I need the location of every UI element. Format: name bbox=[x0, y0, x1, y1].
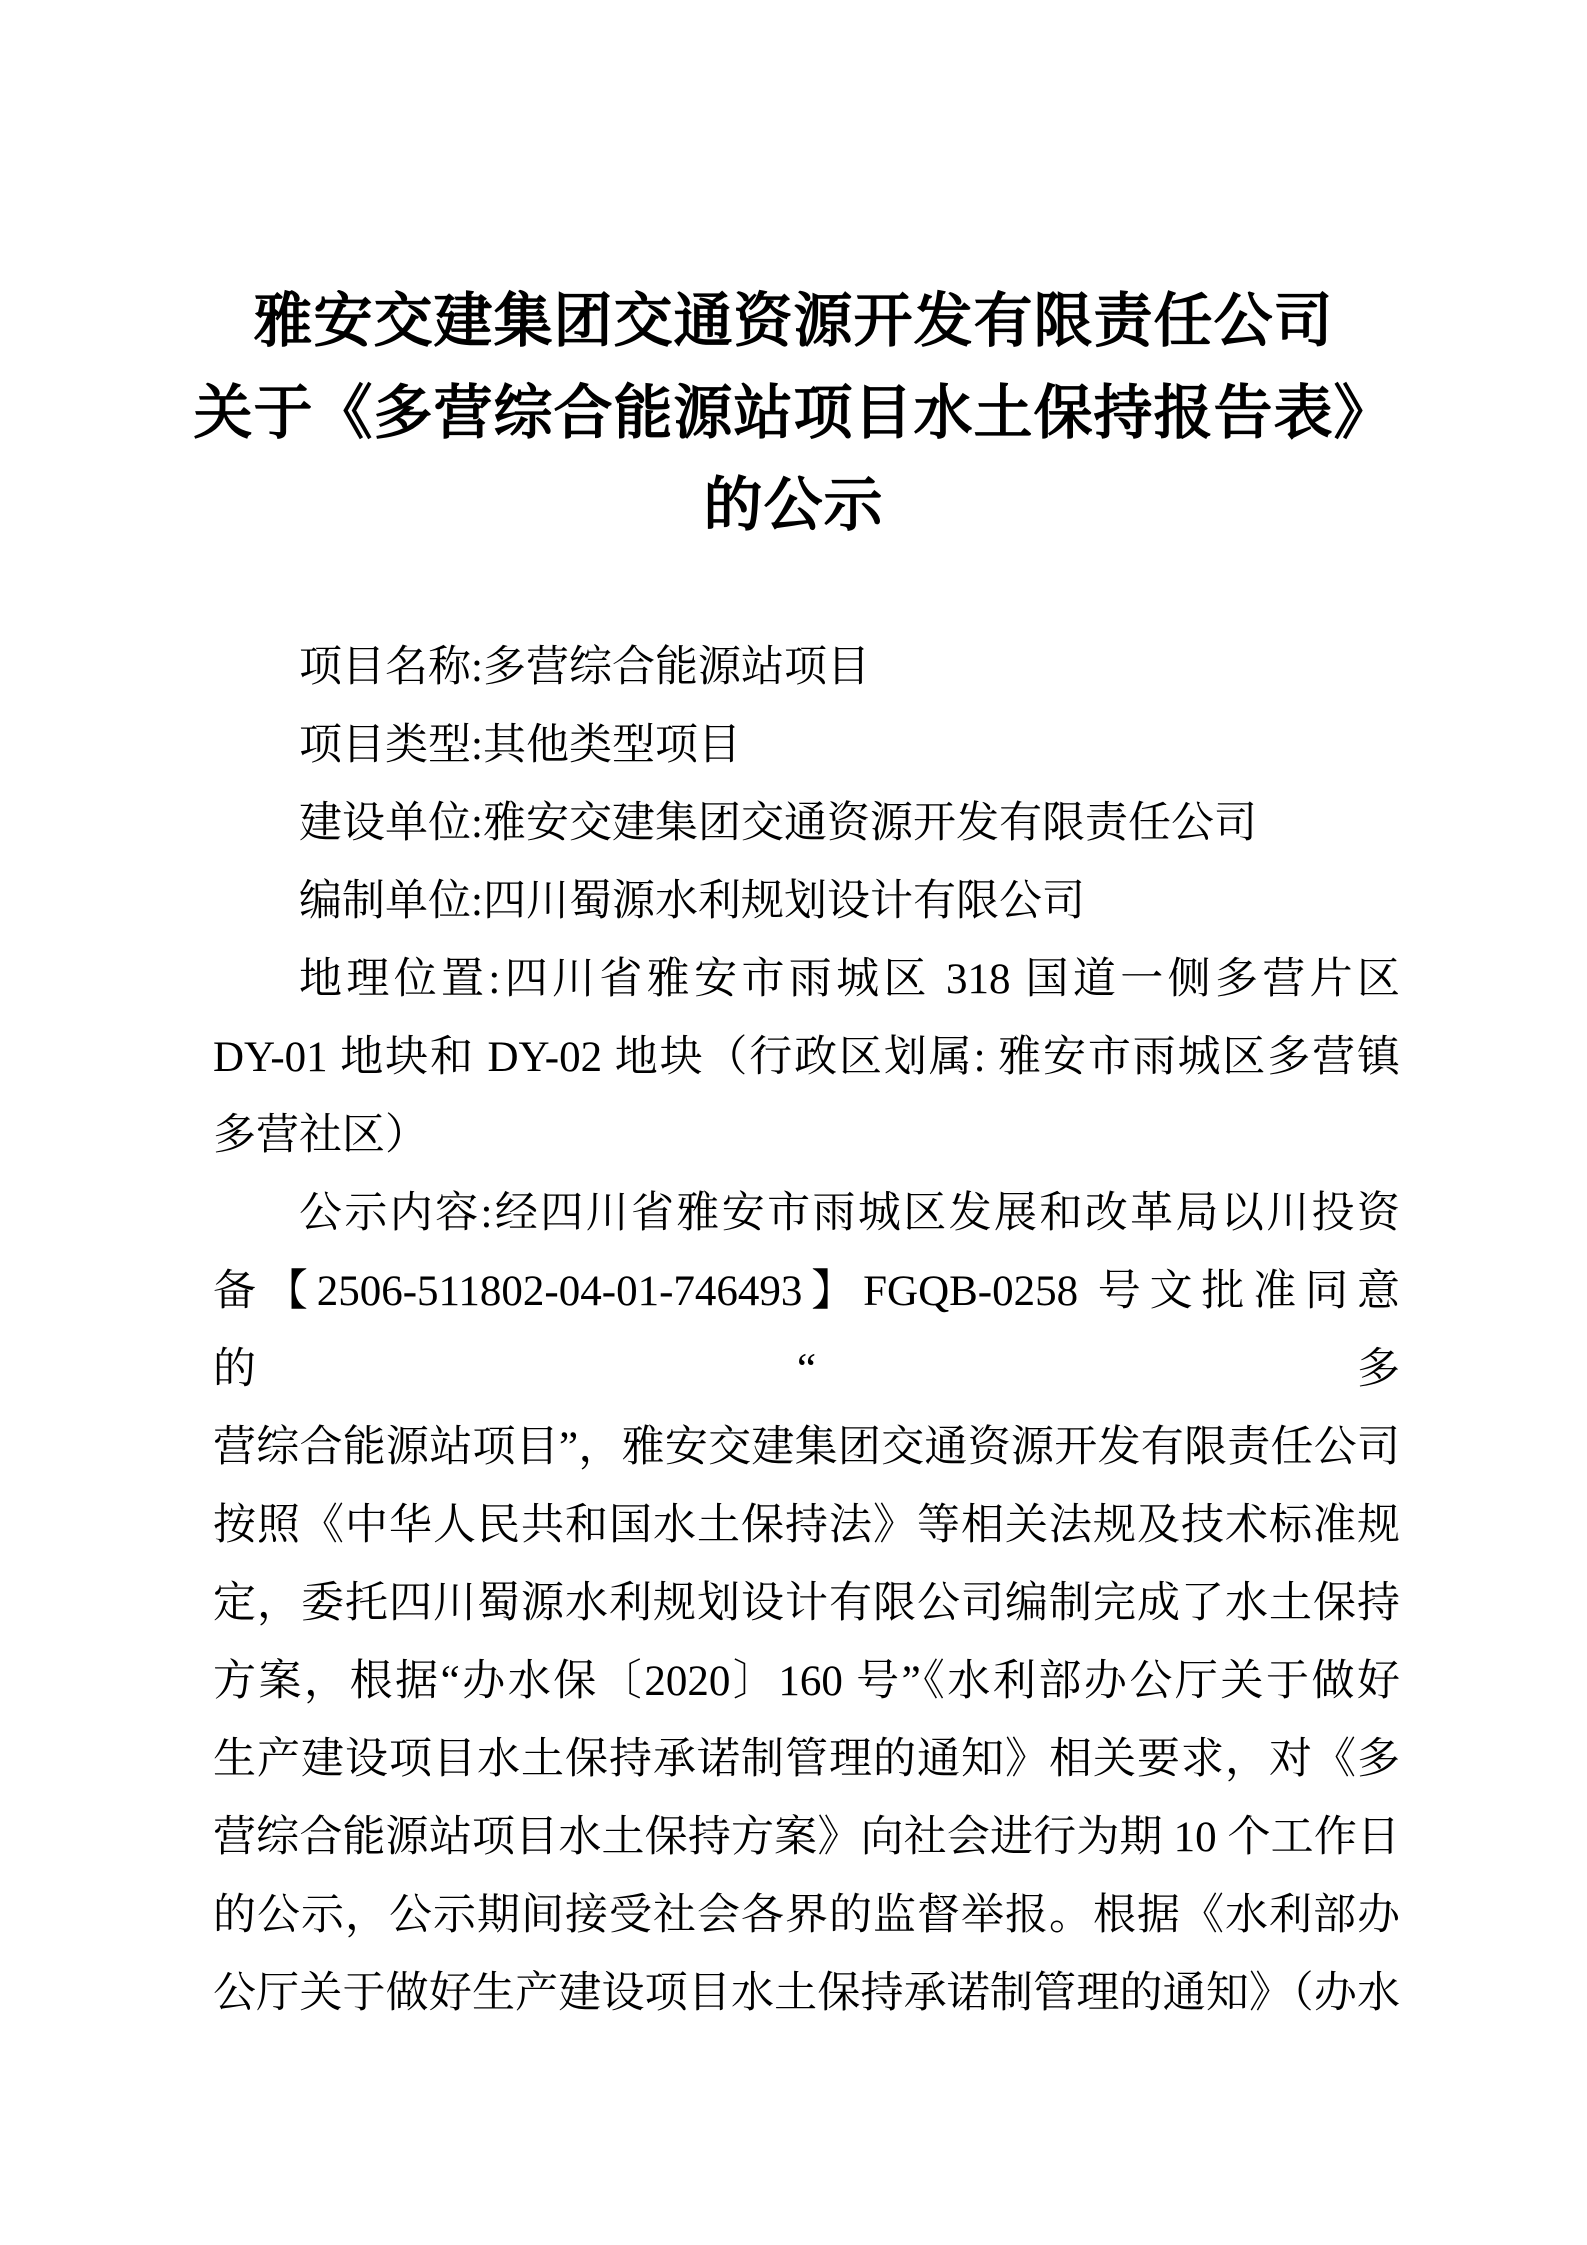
body-line-construction-unit: 建设单位:雅安交建集团交通资源开发有限责任公司 bbox=[299, 800, 1257, 847]
body-line-notice-6: 方案，根据“办水保〔2020〕160 号”《水利部办公厅关于做好 bbox=[213, 1658, 1400, 1705]
body-line-notice-10: 公厅关于做好生产建设项目水土保持承诺制管理的通知》（办水 bbox=[213, 1970, 1400, 2017]
body-line-location-3: 多营社区） bbox=[213, 1112, 428, 1159]
document-title bbox=[0, 0, 1587, 551]
document-body bbox=[0, 629, 1587, 2033]
body-line-notice-5: 定，委托四川蜀源水利规划设计有限公司编制完成了水土保持 bbox=[213, 1580, 1400, 1627]
body-line-notice-1: 公示内容:经四川省雅安市雨城区发展和改革局以川投资 bbox=[299, 1190, 1400, 1237]
title-line-1: 雅安交建集团交通资源开发有限责任公司 bbox=[253, 288, 1334, 354]
body-line-notice-8: 营综合能源站项目水土保持方案》向社会进行为期 10 个工作日 bbox=[213, 1814, 1400, 1861]
title-line-3: 的公示 bbox=[703, 472, 884, 538]
body-line-notice-7: 生产建设项目水土保持承诺制管理的通知》相关要求，对《多 bbox=[213, 1736, 1400, 1783]
body-line-notice-2: 备【2506-511802-04-01-746493】FGQB-0258 号文批准同意的“多 bbox=[213, 1268, 1400, 1393]
body-line-notice-4: 按照《中华人民共和国水土保持法》等相关法规及技术标准规 bbox=[213, 1502, 1400, 1549]
body-line-project-name: 项目名称:多营综合能源站项目 bbox=[299, 644, 870, 691]
body-line-location-1: 地理位置:四川省雅安市雨城区 318 国道一侧多营片区 bbox=[299, 956, 1400, 1003]
body-line-notice-9: 的公示，公示期间接受社会各界的监督举报。根据《水利部办 bbox=[213, 1892, 1400, 1939]
body-line-notice-3: 营综合能源站项目”，雅安交建集团交通资源开发有限责任公司 bbox=[213, 1424, 1400, 1471]
body-line-compiling-unit: 编制单位:四川蜀源水利规划设计有限公司 bbox=[299, 878, 1085, 925]
title-line-2: 关于《多营综合能源站项目水土保持报告表》 bbox=[193, 380, 1394, 446]
body-line-location-2: DY-01 地块和 DY-02 地块（行政区划属: 雅安市雨城区多营镇 bbox=[213, 1034, 1400, 1081]
body-line-project-type: 项目类型:其他类型项目 bbox=[299, 722, 741, 769]
